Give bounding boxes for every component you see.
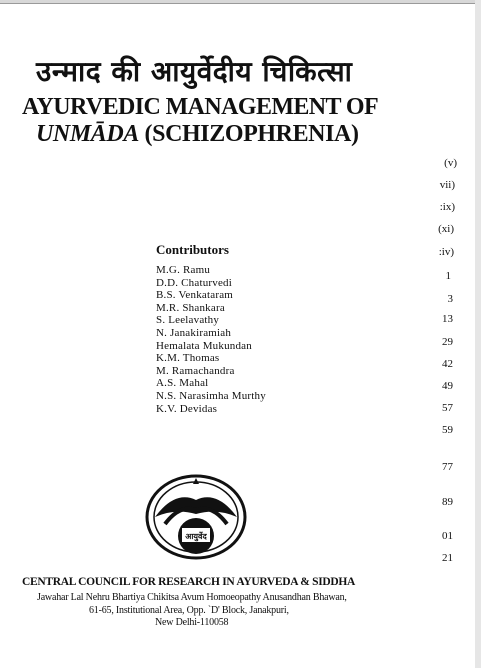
page-ref: :iv): [438, 246, 454, 258]
page-ref: (v): [444, 157, 457, 169]
title-unmada: UNMĀDA: [36, 121, 139, 147]
contributor-name: M. Ramachandra: [156, 364, 235, 377]
page-ref: :ix): [439, 201, 455, 213]
page-ref: (xi): [438, 223, 454, 235]
contributor-name: Hemalata Mukundan: [156, 339, 252, 352]
contributor-name: B.S. Venkataram: [156, 289, 234, 302]
contributor-name: S. Leelavathy: [156, 314, 220, 327]
english-title-line1: AYURVEDIC MANAGEMENT OF: [22, 94, 379, 120]
address-line: 61-65, Institutional Area, Opp. `D' Block, Janakpuri,: [89, 605, 289, 616]
window-right-edge: [475, 0, 481, 668]
page-ref: vii): [439, 179, 455, 191]
address-line: New Delhi-110058: [155, 617, 229, 628]
page-ref: 77: [442, 461, 453, 473]
contributor-name: N.S. Narasimha Murthy: [156, 389, 266, 402]
hindi-title: उन्माद की आयुर्वेदीय चिकित्सा: [36, 55, 353, 88]
contributor-name: K.M. Thomas: [156, 352, 220, 365]
page-ref: 29: [442, 336, 453, 348]
page-ref: 49: [442, 380, 453, 392]
address-line: Jawahar Lal Nehru Bhartiya Chikitsa Avum Homoeopathy Anusandhan Bhawan,: [37, 592, 347, 603]
page-ref: 1: [445, 270, 451, 282]
contributor-name: K.V. Devidas: [156, 402, 218, 415]
page-ref: 57: [442, 402, 453, 414]
council-name: CENTRAL COUNCIL FOR RESEARCH IN AYURVEDA & SIDDHA: [22, 576, 356, 588]
contributor-name: M.G. Ramu: [156, 264, 211, 276]
contributor-name: M.R. Shankara: [156, 301, 225, 314]
page-ref: 42: [442, 358, 453, 370]
contributors-heading: Contributors: [156, 242, 229, 257]
page-ref: 13: [442, 313, 453, 325]
document-page: [0, 4, 475, 668]
english-title-line2: [36, 121, 359, 148]
logo-text: आयुर्वेद: [185, 532, 207, 541]
page-ref: 21: [442, 552, 453, 564]
page-ref: 01: [442, 530, 453, 542]
contributor-name: N. Janakiramiah: [156, 326, 232, 339]
page-ref: 3: [447, 293, 453, 305]
ccras-emblem-logo: [145, 474, 247, 560]
contributors-list: [156, 264, 266, 415]
page-ref: 59: [442, 424, 453, 436]
page-ref: 89: [442, 496, 453, 508]
title-schizophrenia: (SCHIZOPHRENIA): [138, 121, 359, 147]
contributor-name: A.S. Mahal: [156, 377, 209, 390]
contributor-name: D.D. Chaturvedi: [156, 276, 233, 289]
